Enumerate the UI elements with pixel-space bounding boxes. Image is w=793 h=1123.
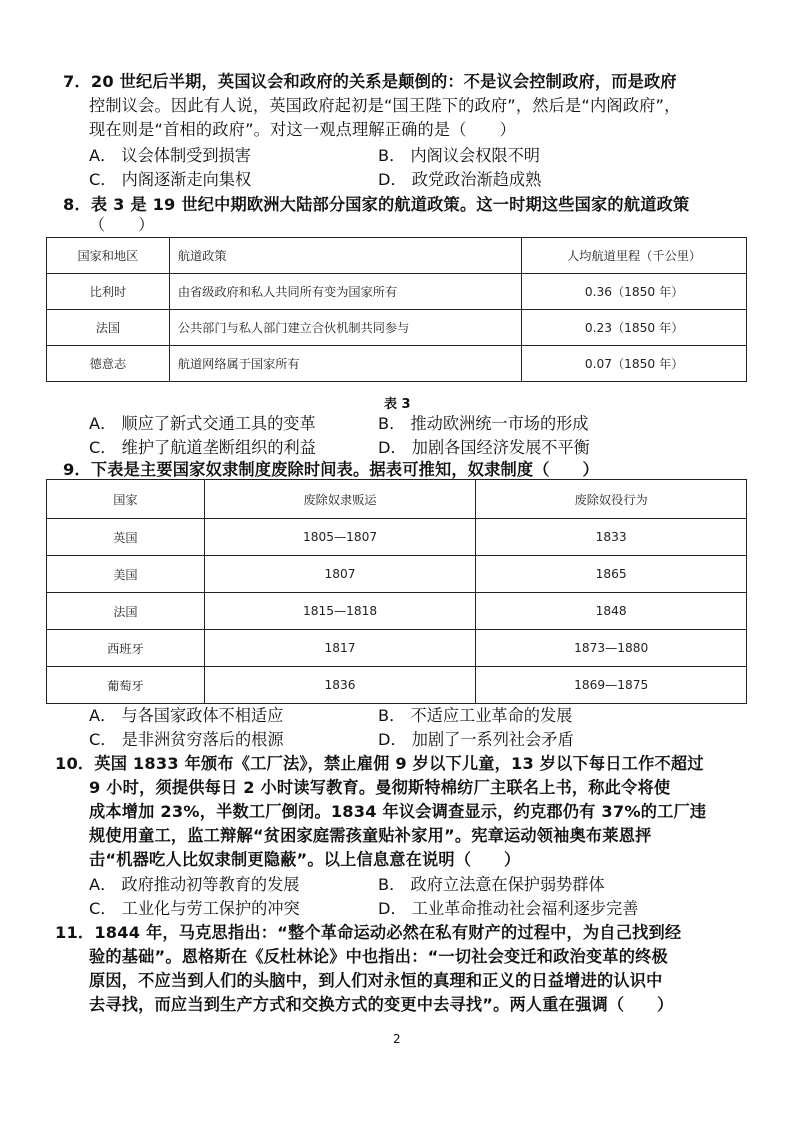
q10-option-c[interactable]: C． 工业化与劳工保护的冲突 <box>89 899 300 918</box>
q9-option-c[interactable]: C． 是非洲贫穷落后的根源 <box>89 730 284 749</box>
table-cell: 1815—1818 <box>204 593 476 630</box>
q7-option-b[interactable]: B． 内阁议会权限不明 <box>378 146 540 165</box>
table-cell: 英国 <box>47 519 205 556</box>
q11-line-1: 11．1844 年，马克思指出：“整个革命运动必然在私有财产的过程中，为自己找到经 <box>55 923 682 942</box>
q10-line-5: 击“机器吃人比奴隶制更隐蔽”。以上信息意在说明（ ） <box>89 850 521 869</box>
table-header-cell: 废除奴隶贩运 <box>204 480 476 519</box>
table-cell: 法国 <box>47 310 170 346</box>
table-row <box>47 274 747 310</box>
q9-option-a[interactable]: A． 与各国家政体不相适应 <box>89 706 284 725</box>
q7-line-1: 7．20 世纪后半期，英国议会和政府的关系是颠倒的：不是议会控制政府，而是政府 <box>63 72 677 91</box>
table-cell: 0.07（1850 年） <box>522 346 747 382</box>
table-cell: 1805—1807 <box>204 519 476 556</box>
q7-option-d[interactable]: D． 政党政治渐趋成熟 <box>378 170 542 189</box>
table-header-cell: 废除奴役行为 <box>476 480 747 519</box>
q8-option-b[interactable]: B． 推动欧洲统一市场的形成 <box>378 414 589 433</box>
table-cell: 1836 <box>204 667 476 704</box>
table-header-row <box>47 480 747 519</box>
table-row <box>47 346 747 382</box>
q11-line-2: 验的基础”。恩格斯在《反杜林论》中也指出：“一切社会变迁和政治变革的终极 <box>89 947 668 966</box>
q11-line-3: 原因，不应当到人们的头脑中，到人们对永恒的真理和正义的日益增进的认识中 <box>89 971 663 990</box>
table-cell: 1807 <box>204 556 476 593</box>
q7-option-a[interactable]: A． 议会体制受到损害 <box>89 146 251 165</box>
q10-line-2: 9 小时，须提供每日 2 小时读写教育。曼彻斯特棉纺厂主联名上书，称此令将使 <box>89 778 671 797</box>
table-cell: 由省级政府和私人共同所有变为国家所有 <box>169 274 521 310</box>
table-cell: 1833 <box>476 519 747 556</box>
table-cell: 1848 <box>476 593 747 630</box>
q10-option-d[interactable]: D． 工业革命推动社会福利逐步完善 <box>378 899 639 918</box>
table-cell: 1873—1880 <box>476 630 747 667</box>
table-header-row <box>47 238 747 274</box>
table-row <box>47 519 747 556</box>
q9-option-b[interactable]: B． 不适应工业革命的发展 <box>378 706 573 725</box>
q9-option-d[interactable]: D． 加剧了一系列社会矛盾 <box>378 730 574 749</box>
table-cell: 0.36（1850 年） <box>522 274 747 310</box>
q10-line-4: 规使用童工，监工辩解“贫困家庭需孩童贴补家用”。宪章运动领袖奥布莱恩抨 <box>89 826 652 845</box>
q9-line-1: 9．下表是主要国家奴隶制度废除时间表。据表可推知，奴隶制度（ ） <box>63 460 599 479</box>
table-cell: 1865 <box>476 556 747 593</box>
q8-table <box>46 237 747 382</box>
q7-line-3: 现在则是“首相的政府”。对这一观点理解正确的是（ ） <box>89 120 516 139</box>
table-cell: 比利时 <box>47 274 170 310</box>
q8-option-c[interactable]: C． 维护了航道垄断组织的利益 <box>89 438 316 457</box>
table-caption: 表 3 <box>384 397 411 412</box>
table-cell: 公共部门与私人部门建立合伙机制共同参与 <box>169 310 521 346</box>
table-header-cell: 航道政策 <box>169 238 521 274</box>
table-row <box>47 310 747 346</box>
table-cell: 1869—1875 <box>476 667 747 704</box>
q7-line-2: 控制议会。因此有人说，英国政府起初是“国王陛下的政府”，然后是“内阁政府”， <box>89 96 681 115</box>
table-row <box>47 667 747 704</box>
q8-line-2: （ ） <box>89 215 155 234</box>
q10-line-1: 10．英国 1833 年颁布《工厂法》，禁止雇佣 9 岁以下儿童，13 岁以下每日工作不超过 <box>55 754 704 773</box>
table-cell: 德意志 <box>47 346 170 382</box>
q7-option-c[interactable]: C． 内阁逐渐走向集权 <box>89 170 252 189</box>
q10-line-3: 成本增加 23%，半数工厂倒闭。1834 年议会调查显示，约克郡仍有 37%的工厂违 <box>89 802 707 821</box>
table-cell: 1817 <box>204 630 476 667</box>
q10-option-b[interactable]: B． 政府立法意在保护弱势群体 <box>378 875 605 894</box>
q9-table <box>46 479 747 704</box>
q8-line-1: 8．表 3 是 19 世纪中期欧洲大陆部分国家的航道政策。这一时期这些国家的航道政策 <box>63 195 690 214</box>
q11-line-4: 去寻找，而应当到生产方式和交换方式的变更中去寻找”。两人重在强调（ ） <box>89 995 674 1014</box>
q8-option-a[interactable]: A． 顺应了新式交通工具的变革 <box>89 414 316 433</box>
table-header-cell: 人均航道里程（千公里） <box>522 238 747 274</box>
page-number: 2 <box>393 1032 401 1046</box>
table-cell: 法国 <box>47 593 205 630</box>
table-cell: 美国 <box>47 556 205 593</box>
q8-option-d[interactable]: D． 加剧各国经济发展不平衡 <box>378 438 590 457</box>
table-row <box>47 630 747 667</box>
table-cell: 航道网络属于国家所有 <box>169 346 521 382</box>
table-cell: 0.23（1850 年） <box>522 310 747 346</box>
table-header-cell: 国家 <box>47 480 205 519</box>
q10-option-a[interactable]: A． 政府推动初等教育的发展 <box>89 875 300 894</box>
table-cell: 西班牙 <box>47 630 205 667</box>
table-row <box>47 556 747 593</box>
table-row <box>47 593 747 630</box>
table-header-cell: 国家和地区 <box>47 238 170 274</box>
table-cell: 葡萄牙 <box>47 667 205 704</box>
